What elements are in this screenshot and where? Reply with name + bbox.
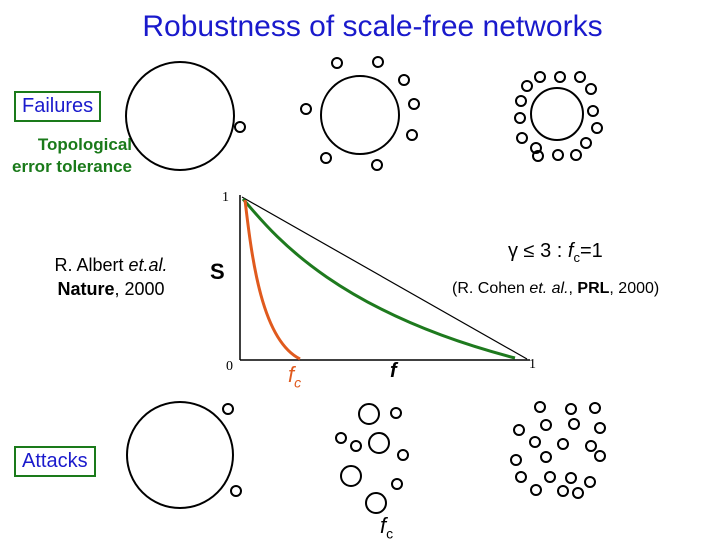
node: [373, 57, 383, 67]
y-axis-label: S: [210, 259, 225, 284]
node: [517, 133, 527, 143]
node: [535, 402, 545, 412]
node: [569, 419, 579, 429]
node: [514, 425, 524, 435]
node: [223, 404, 233, 414]
node: [332, 58, 342, 68]
node: [595, 423, 605, 433]
citation-journal: Nature: [57, 279, 115, 299]
node: [535, 72, 545, 82]
node: [575, 72, 585, 82]
topological-line2: error tolerance: [12, 157, 132, 176]
cohen-citation: (R. Cohen et. al., PRL, 2000): [452, 280, 660, 297]
node: [399, 75, 409, 85]
node: [590, 403, 600, 413]
x-tick-1: 1: [529, 357, 536, 372]
robustness-plot: [240, 195, 530, 360]
cluster-node: [369, 433, 389, 453]
hub-node: [321, 76, 399, 154]
failures-curve: [243, 199, 515, 358]
node: [235, 122, 245, 132]
node: [586, 84, 596, 94]
y-tick-0: 0: [226, 359, 233, 374]
gamma-condition-label: γ ≤ 3 : $f_c=1$: [508, 240, 603, 265]
node: [351, 441, 361, 451]
cluster-node: [341, 466, 361, 486]
node: [398, 450, 408, 460]
node: [522, 81, 532, 91]
citation-year: , 2000: [114, 279, 165, 299]
node: [515, 113, 525, 123]
y-tick-1: 1: [222, 190, 229, 205]
node: [511, 455, 521, 465]
node: [592, 123, 602, 133]
node: [588, 106, 598, 116]
node: [541, 452, 551, 462]
node: [530, 437, 540, 447]
node: [409, 99, 419, 109]
failures-network-intact: [126, 62, 245, 170]
attacks-curve: [245, 200, 300, 359]
node: [531, 485, 541, 495]
random-network-line: [242, 197, 527, 359]
attacks-network-fragmented: [336, 404, 408, 513]
node: [407, 130, 417, 140]
node: [566, 404, 576, 414]
node: [558, 486, 568, 496]
failures-network-highly-fragmented: [515, 72, 602, 161]
x-axis-label: f: [390, 360, 397, 382]
attacks-network-shattered: [511, 402, 605, 498]
node: [586, 441, 596, 451]
node: [545, 472, 555, 482]
node: [571, 150, 581, 160]
node: [391, 408, 401, 418]
node: [555, 72, 565, 82]
node: [516, 96, 526, 106]
attacks-network-intact: [127, 402, 241, 508]
page-title: Robustness of scale-free networks: [142, 10, 603, 43]
node: [321, 153, 331, 163]
node: [566, 473, 576, 483]
node: [336, 433, 346, 443]
hub-node: [126, 62, 234, 170]
attacks-label: Attacks: [14, 446, 96, 477]
critical-threshold-label: $f_c$: [288, 362, 302, 391]
failures-network-fragmented: [301, 57, 419, 170]
node: [372, 160, 382, 170]
node: [558, 439, 568, 449]
node: [392, 479, 402, 489]
node: [541, 420, 551, 430]
node: [553, 150, 563, 160]
topological-line1: Topological: [37, 135, 132, 154]
citation-etal: et.al.: [128, 255, 168, 275]
hub-node: [127, 402, 233, 508]
failures-label: Failures: [14, 91, 101, 122]
cluster-node: [366, 493, 386, 513]
citation-authors: R. Albert: [54, 255, 129, 275]
hub-node: [531, 88, 583, 140]
bottom-critical-threshold-label: $f_c$: [380, 513, 394, 541]
node: [231, 486, 241, 496]
node: [516, 472, 526, 482]
node: [301, 104, 311, 114]
node: [585, 477, 595, 487]
cluster-node: [359, 404, 379, 424]
node: [573, 488, 583, 498]
node: [595, 451, 605, 461]
node: [581, 138, 591, 148]
